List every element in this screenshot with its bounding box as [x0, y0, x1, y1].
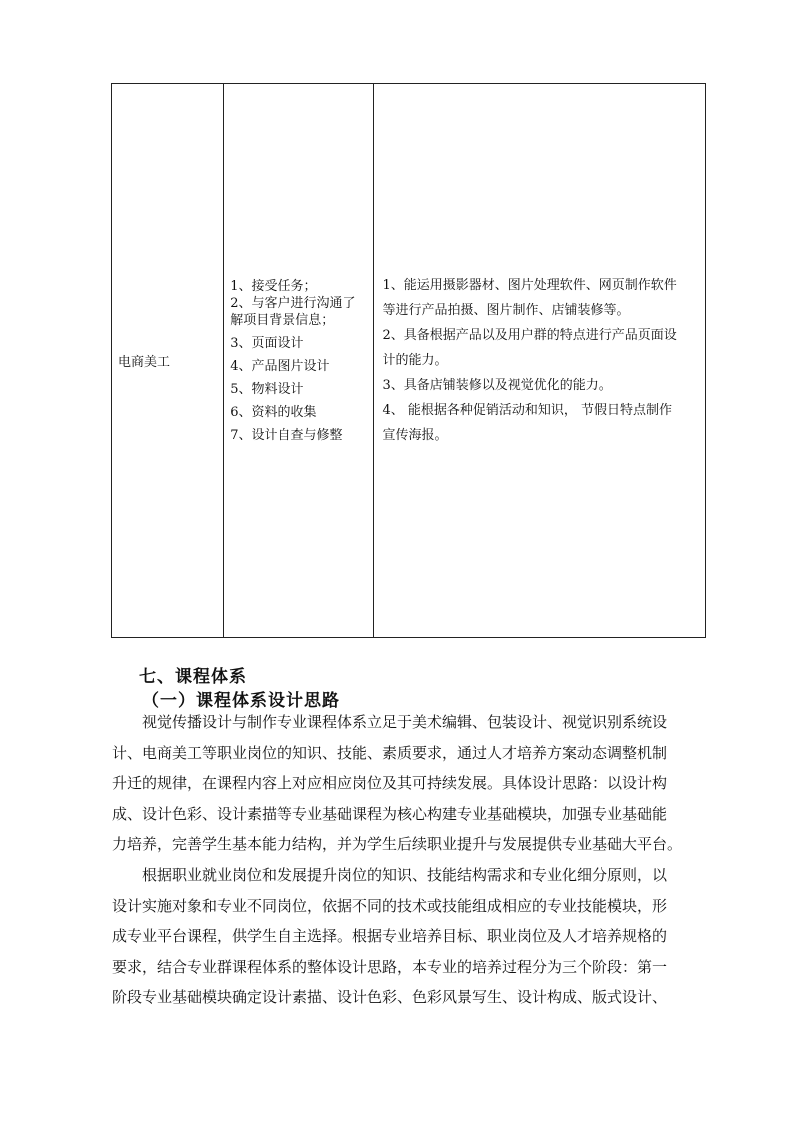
- task-item: 4、产品图片设计: [230, 358, 330, 374]
- role-cell: [112, 84, 224, 638]
- text-line: 视觉传播设计与制作专业课程体系立足于美术编辑、包装设计、视觉识别系统设: [142, 713, 668, 731]
- task-item: 6、资料的收集: [230, 404, 317, 420]
- text-line: 阶段专业基础模块确定设计素描、设计色彩、色彩风景写生、设计构成、版式设计、: [112, 988, 668, 1006]
- section-heading: 七、课程体系: [139, 667, 247, 687]
- text-line: 升迁的规律，在课程内容上对应相应岗位及其可持续发展。具体设计思路：以设计构: [112, 774, 668, 792]
- task-item: 2、与客户进行沟通了: [230, 295, 356, 311]
- ability-line: 等进行产品拍摄、图片制作、店铺装修等。: [382, 303, 630, 318]
- text-line: 根据职业就业岗位和发展提升岗位的知识、技能结构需求和专业化细分原则，以: [142, 866, 668, 884]
- task-item: 解项目背景信息；: [230, 312, 335, 328]
- ability-line: 3、具备店铺装修以及视觉优化的能力。: [382, 378, 612, 393]
- ability-line: 2、具备根据产品以及用户群的特点进行产品页面设: [382, 328, 677, 343]
- text-line: 要求，结合专业群课程体系的整体设计思路，本专业的培养过程分为三个阶段：第一: [112, 957, 668, 976]
- ability-line: 宣传海报。: [382, 428, 448, 443]
- text-line: 设计实施对象和专业不同岗位，依据不同的技术或技能组成相应的专业技能模块，形: [112, 896, 668, 915]
- task-item: 3、页面设计: [230, 335, 304, 351]
- role-name: 电商美工: [118, 355, 171, 370]
- ability-line: 4、 能根据各种促销活动和知识， 节假日特点制作: [382, 403, 672, 418]
- task-item: 7、设计自查与修整: [230, 427, 343, 443]
- paragraph-course-design: [112, 707, 704, 860]
- tasks-cell: [224, 84, 374, 638]
- table-row: [112, 84, 706, 638]
- text-line: 力培养，完善学生基本能力结构，并为学生后续职业提升与发展提供专业基础大平台。: [112, 835, 683, 853]
- job-ability-table: [111, 83, 706, 638]
- text-line: 成专业平台课程，供学生自主选择。根据专业培养目标、职业岗位及人才培养规格的: [112, 927, 668, 945]
- text-line: 成、设计色彩、设计素描等专业基础课程为核心构建专业基础模块，加强专业基础能: [112, 804, 668, 823]
- ability-line: 1、能运用摄影器材、图片处理软件、网页制作软件: [382, 278, 677, 293]
- subsection-heading: （一）课程体系设计思路: [142, 691, 340, 711]
- paragraph-training-stages: [112, 860, 704, 1013]
- ability-line: 计的能力。: [382, 353, 448, 368]
- abilities-cell: [374, 84, 706, 638]
- text-line: 计、电商美工等职业岗位的知识、技能、素质要求，通过人才培养方案动态调整机制: [112, 743, 668, 762]
- task-item: 1、接受任务；: [230, 278, 317, 294]
- task-item: 5、物料设计: [230, 381, 304, 397]
